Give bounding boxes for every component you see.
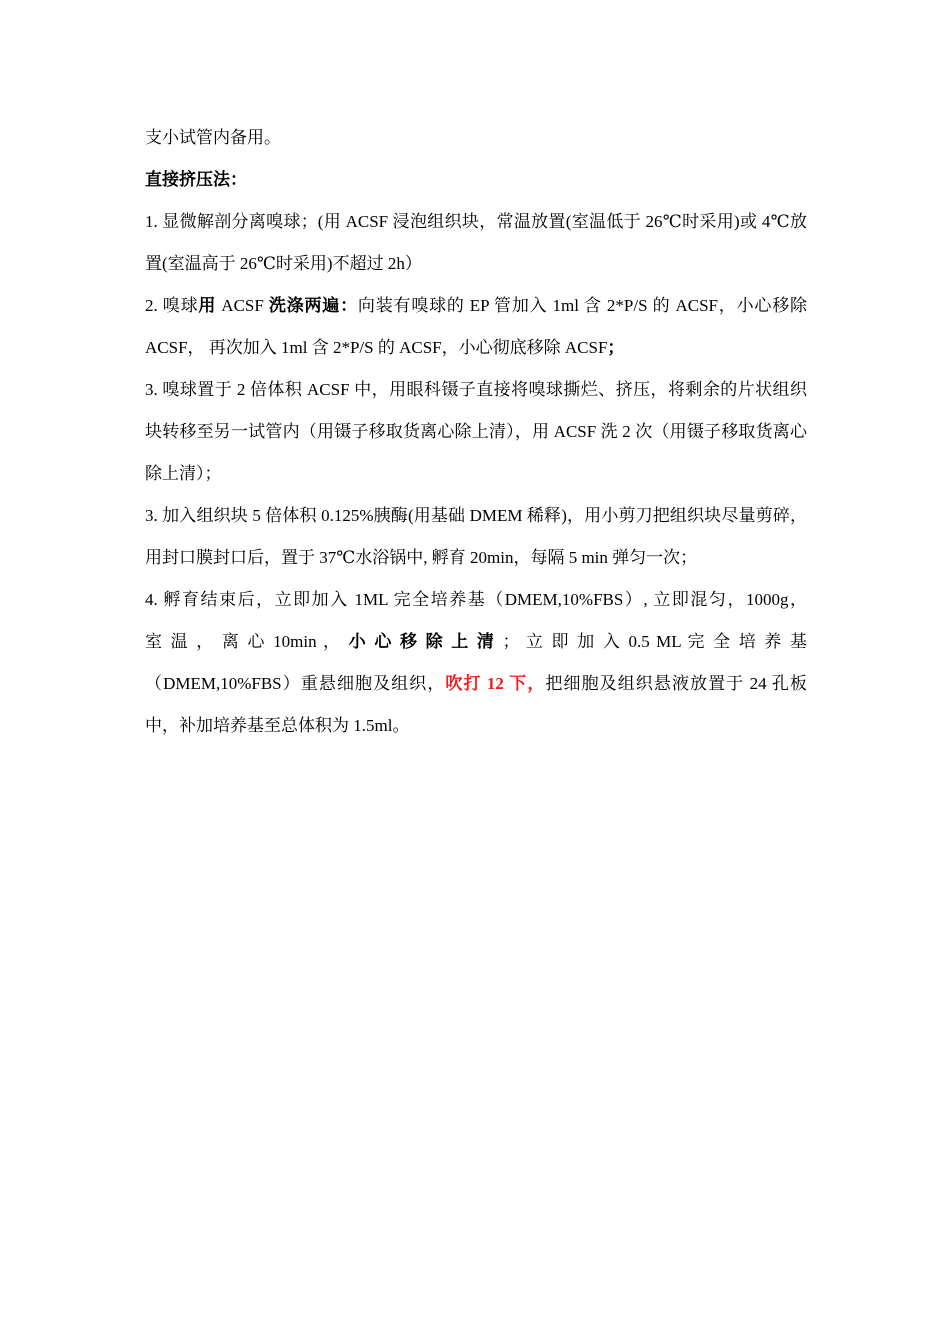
step-3b-text: 3. 加入组织块 5 倍体积 0.125%胰酶(用基础 DMEM 稀释)，用小剪刀把组织块尽量剪碎，用封口膜封口后，置于 37℃水浴锅中, 孵育 20min，每隔 5 min 弹匀一次； <box>145 506 807 567</box>
step-3a-text: 3. 嗅球置于 2 倍体积 ACSF 中，用眼科镊子直接将嗅球撕烂、挤压，将剩余的片状组织块转移至另一试管内（用镊子移取货离心除上清），用 ACSF 洗 2 次（用镊子移取货离心除上清）； <box>145 380 807 483</box>
step-4 <box>145 579 807 747</box>
step-2-bold-1: 用 <box>198 296 217 315</box>
section-heading <box>145 159 807 201</box>
intro-text: 支小试管内备用。 <box>145 128 281 147</box>
step-2-rest: 向装有嗅球的 EP 管加入 1ml 含 2*P/S 的 ACSF，小心移除 ACSF， 再次加入 1ml 含 2*P/S 的 ACSF，小心彻底移除 ACSF <box>145 296 808 357</box>
step-4-line-2-bold: 小 心 移 除 上 清 <box>342 632 497 651</box>
step-4-line-2-pre: 室 温 ， 离 心 10min ， <box>145 632 343 651</box>
step-3a <box>145 369 807 495</box>
step-1-text: 1. 显微解剖分离嗅球；(用 ACSF 浸泡组织块，常温放置(室温低于 26℃时采用)或 4℃放置(室温高于 26℃时采用)不超过 2h） <box>145 212 807 273</box>
step-4-line-2-post: ； 立 即 加 入 0.5 ML 完 全 培 养 基 <box>496 632 807 651</box>
step-3b <box>145 495 807 579</box>
heading-text: 直接挤压法： <box>145 170 247 189</box>
intro-line <box>145 117 807 159</box>
step-4-line-2 <box>145 621 807 663</box>
step-4-line-3-pre: （DMEM,10%FBS）重悬细胞及组织， <box>145 674 446 693</box>
step-2-pre: 2. 嗅球 <box>145 296 199 315</box>
step-2-mid: ACSF <box>216 296 269 315</box>
step-1 <box>145 201 807 285</box>
step-4-line-3 <box>145 674 807 735</box>
step-2-bold-2: 洗涤两遍： <box>268 296 358 315</box>
step-4-line-3-post: 把细胞及组织悬液放置于 24 孔板中，补加培养基至总体积为 1.5ml。 <box>145 674 808 735</box>
step-2 <box>145 285 807 369</box>
document-body <box>145 117 807 747</box>
step-4-highlight: 吹打 12 下， <box>445 674 546 693</box>
step-2-end: ； <box>607 338 625 357</box>
step-4-line-1: 4. 孵育结束后，立即加入 1ML 完全培养基（DMEM,10%FBS）, 立即混匀，1000g， <box>145 590 807 609</box>
